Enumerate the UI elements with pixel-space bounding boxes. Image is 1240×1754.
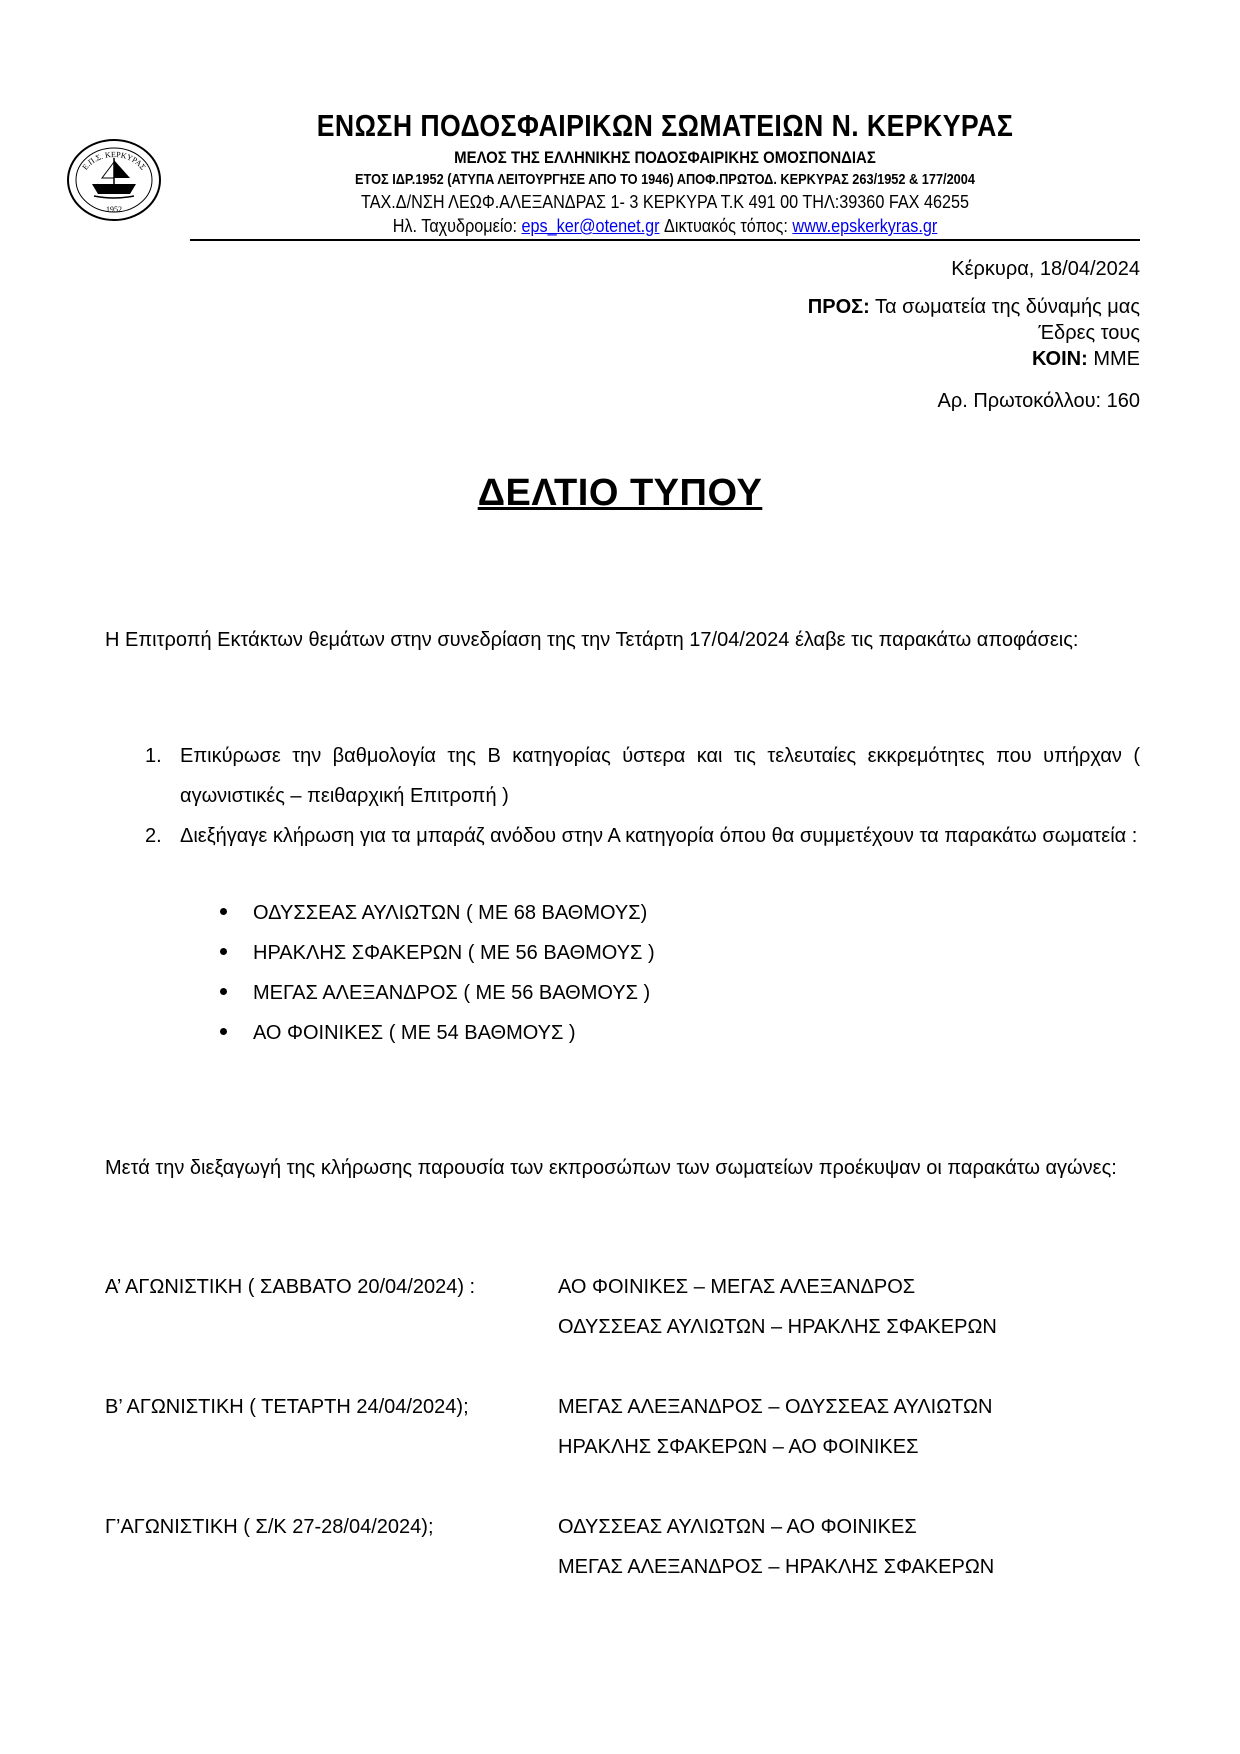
founded-line: ΕΤΟΣ ΙΔΡ.1952 (ΑΤΥΠΑ ΛΕΙΤΟΥΡΓΗΣΕ ΑΠΟ ΤΟ 1946) ΑΠΟΦ.ΠΡΩΤΟΔ. ΚΕΡΚΥΡΑΣ 263/1952 & 177/2004 bbox=[355, 171, 975, 188]
website-label: Δικτυακός τόπος: bbox=[664, 216, 788, 236]
to-label: ΠΡΟΣ: bbox=[807, 296, 870, 318]
bullet-icon bbox=[220, 988, 227, 995]
round-1-match-2: ΟΔΥΣΣΕΑΣ ΑΥΛΙΩΤΩΝ – ΗΡΑΚΛΗΣ ΣΦΑΚΕΡΩΝ bbox=[558, 1316, 997, 1338]
round-1-match-1: ΑΟ ΦΟΙΝΙΚΕΣ – ΜΕΓΑΣ ΑΛΕΞΑΝΔΡΟΣ bbox=[558, 1276, 916, 1298]
organization-name: ΕΝΩΣΗ ΠΟΔΟΣΦΑΙΡΙΚΩΝ ΣΩΜΑΤΕΙΩΝ Ν. ΚΕΡΚΥΡΑΣ bbox=[316, 108, 1014, 143]
decision-item bbox=[145, 816, 1140, 856]
team-list-item bbox=[220, 982, 650, 1005]
round-1-label: Α’ ΑΓΩΝΙΣΤΙΚΗ ( ΣΑΒΒΑΤΟ 20/04/2024) : bbox=[105, 1276, 476, 1298]
round-2-match-1: ΜΕΓΑΣ ΑΛΕΞΑΝΔΡΟΣ – ΟΔΥΣΣΕΑΣ ΑΥΛΙΩΤΩΝ bbox=[558, 1396, 993, 1418]
intro-paragraph: Η Επιτροπή Εκτάκτων θεμάτων στην συνεδρίαση της την Τετάρτη 17/04/2024 έλαβε τις παρακάτω αποφάσεις: bbox=[105, 629, 1079, 651]
decision-text: Διεξήγαγε κλήρωση για τα μπαράζ ανόδου στην Α κατηγορία όπου θα συμμετέχουν τα παρακάτω σωματεία : bbox=[180, 825, 1138, 847]
round-2-match-2: ΗΡΑΚΛΗΣ ΣΦΑΚΕΡΩΝ – ΑΟ ΦΟΙΝΙΚΕΣ bbox=[558, 1436, 919, 1458]
team-list-item bbox=[220, 1022, 576, 1045]
federation-logo bbox=[66, 138, 162, 222]
contact-line bbox=[238, 216, 1093, 237]
team-name: ΗΡΑΚΛΗΣ ΣΦΑΚΕΡΩΝ ( ΜΕ 56 ΒΑΘΜΟΥΣ ) bbox=[253, 942, 655, 964]
logo-text: Ε.Π.Σ. ΚΕΡΚΥΡΑΣ bbox=[80, 150, 148, 172]
recipient-line bbox=[808, 296, 1140, 319]
round-3-match-2: ΜΕΓΑΣ ΑΛΕΞΑΝΔΡΟΣ – ΗΡΑΚΛΗΣ ΣΦΑΚΕΡΩΝ bbox=[558, 1556, 995, 1578]
document-title: ΔΕΛΤΙΟ ΤΥΠΟΥ bbox=[477, 472, 763, 514]
round-3-match-1: ΟΔΥΣΣΕΑΣ ΑΥΛΙΩΤΩΝ – ΑΟ ΦΟΙΝΙΚΕΣ bbox=[558, 1516, 917, 1538]
email-label: Ηλ. Ταχυδρομείο: bbox=[392, 216, 517, 236]
email-link[interactable]: eps_ker@otenet.gr bbox=[521, 216, 660, 236]
team-name: ΑΟ ΦΟΙΝΙΚΕΣ ( ΜΕ 54 ΒΑΘΜΟΥΣ ) bbox=[253, 1022, 576, 1044]
bullet-icon bbox=[220, 1028, 227, 1035]
round-2-label: Β’ ΑΓΩΝΙΣΤΙΚΗ ( ΤΕΤΑΡΤΗ 24/04/2024); bbox=[105, 1396, 469, 1418]
bullet-icon bbox=[220, 908, 227, 915]
team-name: ΜΕΓΑΣ ΑΛΕΞΑΝΔΡΟΣ ( ΜΕ 56 ΒΑΘΜΟΥΣ ) bbox=[253, 982, 651, 1004]
address-line: ΤΑΧ.Δ/ΝΣΗ ΛΕΩΦ.ΑΛΕΞΑΝΔΡΑΣ 1- 3 ΚΕΡΚΥΡΑ Τ.Κ 491 00 ΤΗΛ:39360 FAX 46255 bbox=[360, 192, 969, 212]
decision-number: 1. bbox=[145, 745, 162, 767]
logo-year: 1952 bbox=[106, 205, 122, 214]
team-list-item bbox=[220, 942, 655, 965]
cc-value: ΜΜΕ bbox=[1093, 348, 1140, 370]
team-name: ΟΔΥΣΣΕΑΣ ΑΥΛΙΩΤΩΝ ( ΜΕ 68 ΒΑΘΜΟΥΣ) bbox=[253, 902, 648, 924]
to-value: Τα σωματεία της δύναμής μας bbox=[875, 296, 1140, 318]
bullet-icon bbox=[220, 948, 227, 955]
document-date: Κέρκυρα, 18/04/2024 bbox=[951, 258, 1140, 280]
decision-number: 2. bbox=[145, 825, 162, 847]
website-link[interactable]: www.epskerkyras.gr bbox=[792, 216, 938, 236]
team-list-item bbox=[220, 902, 647, 925]
header-divider bbox=[190, 239, 1140, 241]
recipient-seats: Έδρες τους bbox=[1038, 322, 1140, 344]
membership-line: ΜΕΛΟΣ ΤΗΣ ΕΛΛΗΝΙΚΗΣ ΠΟΔΟΣΦΑΙΡΙΚΗΣ ΟΜΟΣΠΟΝΔΙΑΣ bbox=[454, 148, 876, 167]
protocol-number: Αρ. Πρωτοκόλλου: 160 bbox=[937, 390, 1140, 412]
cc-line bbox=[1032, 348, 1140, 371]
draw-paragraph: Μετά την διεξαγωγή της κλήρωσης παρουσία των εκπροσώπων των σωματείων προέκυψαν οι παρακάτω αγώνες: bbox=[105, 1157, 1117, 1179]
decision-item bbox=[145, 736, 1140, 816]
cc-label: ΚΟΙΝ: bbox=[1032, 348, 1088, 370]
round-3-label: Γ’ΑΓΩΝΙΣΤΙΚΗ ( Σ/Κ 27-28/04/2024); bbox=[105, 1516, 434, 1538]
decision-text: Επικύρωσε την βαθμολογία της Β κατηγορίας ύστερα και τις τελευταίες εκκρεμότητες που υπήρχαν ( αγωνιστικές – πειθαρχική Επιτροπή ) bbox=[180, 745, 1140, 807]
